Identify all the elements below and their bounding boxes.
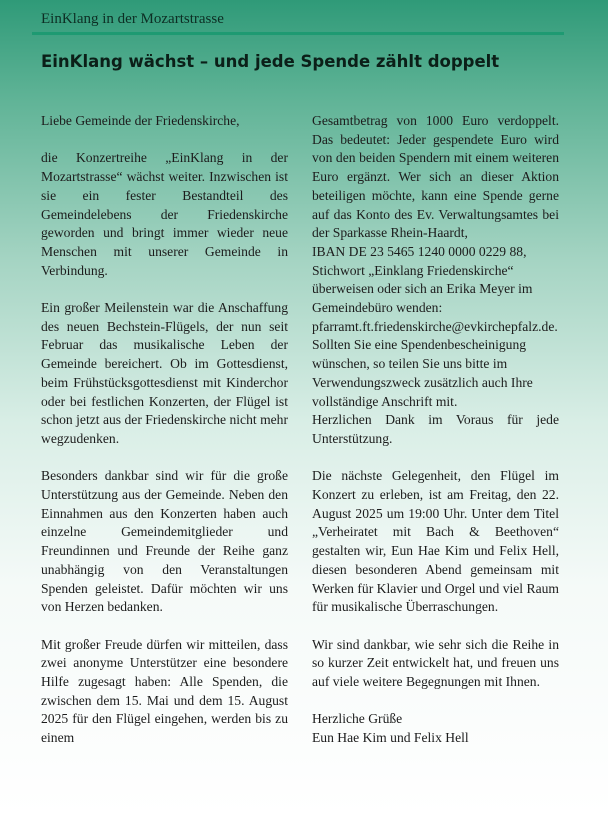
paragraph-gratitude: Wir sind dankbar, wie sehr sich die Reihe in so kurzer Zeit entwickelt hat, und freuen uns auf viele weitere Begegnungen mit Ihnen.	[312, 636, 559, 690]
paragraph-matching-donation: Mit großer Freude dürfen wir mitteilen, dass zwei anonyme Unterstützer eine besondere Hilfe zugesagt haben: Alle Spenden, die zwischen dem 15. Mai und dem 15. August 2025 für den Flügel eingehen, werden bis zu einem	[41, 636, 288, 746]
closing: Herzliche Grüße	[312, 711, 403, 727]
paragraph-bechstein-piano: Ein großer Meilenstein war die Anschaffung des neuen Bechstein-Flügels, der nun seit Februar das musikalische Leben der Gemeinde bereichert. Ob im Gottesdienst, beim Frühstücksgottesdienst mit Kinderchor oder bei festlichen Konzerten, der Flügel ist schon jetzt aus der Friedenskirche nicht mehr wegzudenken.	[41, 300, 288, 446]
paragraph-next-concert: Die nächste Gelegenheit, den Flügel im Konzert zu erleben, ist am Freitag, den 22. August 2025 um 19:00 Uhr. Unter dem Titel „Verheiratet mit Bach & Beethoven“ gestalten wir, Eun Hae Kim und Felix Hell, diesen besonderen Abend gemeinsam mit Werken für Klavier und Orgel und viel Raum für musikalische Überraschungen.	[312, 468, 559, 615]
paragraph-thanks: Besonders dankbar sind wir für die große Unterstützung aus der Gemeinde. Neben den Einnahmen aus den Konzerten haben auch einzelne Gemeindemitglieder und Freundinnen und Freunde der Reihe ganz unabhängig von den Veranstaltungen Spenden geleistet. Dafür möchten wir uns von Herzen bedanken.	[41, 468, 288, 615]
paragraph-donation-details: Gesamtbetrag von 1000 Euro verdoppelt. Das bedeutet: Jeder gespendete Euro wird von den beiden Spendern mit einem weiteren Euro ergänzt. Wer sich an dieser Aktion beteiligen möchte, kann eine Spende gerne auf das Konto des Ev. Verwaltungsamtes bei der Sparkasse Rhein-Haardt,	[312, 113, 559, 241]
greeting: Liebe Gemeinde der Friedenskirche,	[41, 113, 240, 128]
paragraph-thanks-in-advance: Herzlichen Dank im Voraus für jede Unterstützung.	[312, 412, 559, 446]
page-header	[32, 10, 564, 35]
header-title: EinKlang in der Mozartstrasse	[41, 11, 224, 27]
paragraph-bank-details: IBAN DE 23 5465 1240 0000 0229 88, Stichwort „Einklang Friedenskirche“ überweisen oder sich an Erika Meyer im Gemeindebüro wenden: pfarramt.ft.friedenskirche@evkirchepfalz.de. Sollten Sie eine Spendenbescheinigung wünschen, so teilen Sie uns bitte im Verwendungszweck zusätzlich auch Ihre vollständige Anschrift mit.	[312, 243, 558, 409]
signature: Eun Hae Kim und Felix Hell	[312, 730, 469, 746]
right-column	[312, 112, 559, 748]
article-headline: EinKlang wächst – und jede Spende zählt doppelt	[41, 52, 500, 71]
paragraph-concert-series: die Konzertreihe „EinKlang in der Mozartstrasse“ wächst weiter. Inzwischen ist sie ein fester Bestandteil des Gemeindelebens der Friedenskirche geworden und bringt immer wieder neue Menschen mit unserer Gemeinde in Verbindung.	[41, 150, 288, 278]
left-column	[41, 112, 288, 748]
